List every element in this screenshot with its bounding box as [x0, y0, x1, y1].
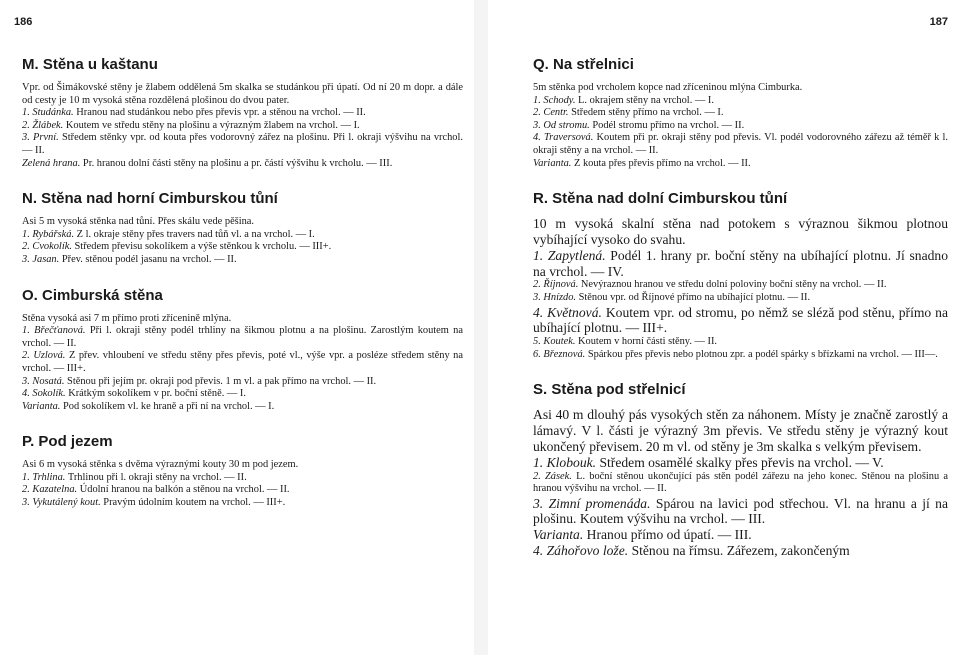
route-description: Pravým údolním koutem na vrchol. — III+. [103, 497, 286, 509]
route-name: 2. Kazatelna. [22, 484, 78, 496]
section-intro: Asi 5 m vysoká stěnka nad tůní. Přes skálu vede pěšina. [22, 216, 255, 228]
route-description: Středem převisu sokolíkem a výše stěnkou k vrcholu. — III+. [74, 241, 332, 253]
route-description: Podél stromu přímo na vrchol. — II. [592, 119, 745, 131]
route-name: 2. Centr. [533, 107, 569, 119]
right-page [487, 0, 960, 655]
page-number-right: 187 [929, 16, 948, 28]
route-entry [22, 158, 463, 171]
section-title: M. Stěna u kaštanu [22, 56, 158, 73]
section-title: R. Stěna nad dolní Cimburskou tůní [533, 190, 788, 208]
route-description: L. boční stěnou ukončující pás stěn podél zářezu na jeho konec. Stěnou na plošinu a hranou výšvihu na vrchol. — II. [533, 470, 948, 495]
route-name: 3. Vykutálený kout. [22, 497, 101, 509]
route-entry [22, 254, 463, 267]
route-description: Spárkou přes převis nebo plotnou zpr. a podél spárky s břízkami na vrchol. — III—. [587, 348, 938, 360]
route-description: Podél 1. hrany pr. boční stěny na ubíhající plotnu. Jí snadno na vrchol. — IV. [533, 247, 948, 279]
route-name: 2. Uzlová. [22, 350, 66, 362]
route-description: Při l. okraji stěny podél trhliny na šikmou plotnu a na plošinu. Zarostlým koutem na vrchol. — II. [22, 325, 463, 349]
route-name: Varianta. [533, 527, 584, 543]
route-description: Stěnou na římsu. Zářezem, zakončeným [631, 543, 850, 559]
route-entry [533, 292, 948, 305]
route-name: 3. Hnízdo. [533, 291, 577, 303]
route-entry [22, 484, 463, 497]
section-intro: Vpr. od Šimákovské stěny je žlabem oddělená 5m skalka se studánkou při úpatí. Od ní 20 m dopr. a dále od cesty je 10 m vysoká stěna rozdělená plošinou do dvou pater. [22, 82, 463, 106]
route-name: 3. Od stromu. [533, 119, 590, 131]
route-name: 4. Traversová. [533, 132, 594, 144]
section-title: S. Stěna pod střelnicí [533, 381, 686, 399]
route-entry [533, 471, 948, 496]
section-title: N. Stěna nad horní Cimburskou tůní [22, 190, 278, 208]
route-description: Hranou nad studánkou nebo přes převis vpr. a stěnou na vrchol. — II. [76, 107, 366, 119]
route-name: 4. Záhořovo lože. [533, 543, 629, 559]
route-description: Koutem v horní části stěny. — II. [578, 336, 718, 348]
section-s [533, 381, 948, 559]
section-title: P. Pod jezem [22, 433, 113, 451]
route-name: 1. Rybářská. [22, 228, 75, 240]
page-number-left: 186 [14, 16, 33, 28]
route-name: 3. Nosatá. [22, 375, 65, 387]
route-name: 1. Zapytlená. [533, 247, 606, 263]
route-entry [533, 132, 948, 157]
route-name: 1. Studánka. [22, 107, 74, 119]
route-entry [22, 401, 463, 414]
route-name: 2. Žlábek. [22, 119, 64, 131]
route-name: 3. Jasan. [22, 253, 60, 265]
left-page [0, 0, 475, 655]
route-description: Z přev. vhloubení ve středu stěny přes převis, poté vl., výše vpr. a posléze středem stěny na vrchol. — III+. [22, 350, 463, 374]
route-description: Údolní hranou na balkón a stěnou na vrchol. — II. [79, 484, 290, 496]
route-entry [22, 241, 463, 254]
route-name: 4. Sokolík. [22, 388, 66, 400]
route-name: 3. Zimní promenáda. [533, 495, 651, 511]
route-name: 4. Květnová. [533, 304, 602, 320]
route-description: Spárou na lavici pod střechou. Vl. na hranu a jí na plošinu. Koutem výšvihu na vrchol. — III. [533, 495, 948, 527]
route-name: Zelená hrana. [22, 157, 81, 169]
section-q [533, 56, 948, 170]
route-entry [533, 455, 948, 471]
route-entry [533, 527, 948, 543]
section-p [22, 433, 463, 509]
section-r [533, 190, 948, 361]
route-entry [533, 120, 948, 133]
route-description: Přev. stěnou podél jasanu na vrchol. — II. [61, 253, 237, 265]
route-entry [22, 497, 463, 510]
route-description: Koutem ve středu stěny na plošinu a výrazným žlabem na vrchol. — I. [65, 119, 360, 131]
route-entry [22, 107, 463, 120]
route-entry [533, 496, 948, 528]
section-intro: 5m stěnka pod vrcholem kopce nad zříceninou mlýna Cimburka. [533, 82, 803, 93]
section-intro: 10 m vysoká skalní stěna nad potokem s výraznou šikmou plotnou vybíhající vysoko do svahu. [533, 216, 948, 247]
section-title: O. Cimburská stěna [22, 286, 163, 304]
route-name: Varianta. [22, 400, 61, 412]
route-entry [22, 376, 463, 389]
route-entry [533, 248, 948, 280]
section-title: Q. Na střelnici [533, 56, 634, 73]
left-page-content [14, 56, 463, 510]
route-entry [533, 279, 948, 292]
route-description: Středem osamělé skalky přes převis na vrchol. — V. [599, 454, 884, 470]
route-description: Trhlinou při l. okraji stěny na vrchol. — II. [67, 471, 247, 483]
route-description: Hranou přímo od úpatí. — III. [586, 527, 752, 543]
route-entry [22, 388, 463, 401]
route-description: Krátkým sokolíkem v pr. boční stěně. — I. [68, 388, 246, 400]
route-description: Pod sokolíkem vl. ke hraně a při ní na vrchol. — I. [63, 400, 275, 412]
section-m [22, 56, 463, 170]
route-description: Koutem vpr. od stromu, po němž se sléză pod stěnu, přímo na ubíhající plotnu. — III+. [533, 304, 949, 336]
route-entry [533, 543, 948, 559]
route-name: 2. Říjnová. [533, 279, 579, 291]
route-description: Z l. okraje stěny přes travers nad tůň vl. a na vrchol. — I. [76, 228, 315, 240]
route-entry [533, 305, 948, 337]
route-entry [22, 350, 463, 375]
route-entry [22, 472, 463, 485]
section-intro: Asi 6 m vysoká stěnka s dvěma výraznými kouty 30 m pod jezem. [22, 459, 299, 471]
route-entry [533, 158, 948, 171]
route-entry [22, 325, 463, 350]
route-name: 2. Zásek. [533, 470, 572, 482]
route-name: Varianta. [533, 157, 572, 169]
section-n [22, 190, 463, 266]
route-entry [533, 336, 948, 349]
route-name: 1. Schody. [533, 94, 576, 106]
route-description: L. okrajem stěny na vrchol. — I. [578, 94, 714, 106]
route-entry [533, 95, 948, 108]
route-name: 1. Břečťanová. [22, 325, 86, 337]
right-page-content [533, 56, 948, 559]
route-description: Stěnou vpr. od Říjnové přímo na ubíhající plotnu. — II. [578, 291, 811, 303]
route-description: Stěnou při jejím pr. okraji pod převis. 1 m vl. a pak přímo na vrchol. — II. [67, 375, 377, 387]
route-entry [22, 229, 463, 242]
route-entry [533, 349, 948, 362]
route-name: 3. První. [22, 132, 59, 144]
route-description: Koutem při pr. okraji stěny pod převis. Vl. podél vodorovného zářezu až téměř k l. okraji stěny a na vrchol. — II. [533, 132, 949, 156]
route-name: 2. Cvokolík. [22, 241, 72, 253]
section-o [22, 287, 463, 414]
route-name: 5. Koutek. [533, 336, 576, 348]
route-name: 1. Klobouk. [533, 454, 597, 470]
route-description: Pr. hranou dolní části stěny na plošinu a pr. částí výšvihu k vrcholu. — III. [82, 157, 393, 169]
route-description: Z kouta přes převis přímo na vrchol. — II. [574, 157, 751, 169]
section-intro: Asi 40 m dlouhý pás vysokých stěn za náhonem. Místy je značně zarostlý a lámavý. V l. části je výrazný 3m převis. Ve středu stěny je výrazný kout ukončený převisem. 20 m vl. od stěny je 3m skalka s velkým převisem. [533, 407, 948, 454]
route-name: 6. Březnová. [533, 348, 586, 360]
route-entry [22, 120, 463, 133]
route-name: 1. Trhlina. [22, 471, 66, 483]
route-description: Středem stěny přímo na vrchol. — I. [571, 107, 724, 119]
book-gutter [474, 0, 488, 655]
route-entry [22, 132, 463, 157]
route-entry [533, 107, 948, 120]
section-intro: Stěna vysoká asi 7 m přímo proti zřícenině mlýna. [22, 312, 232, 324]
route-description: Nevýraznou hranou ve středu dolní poloviny boční stěny na vrchol. — II. [580, 279, 887, 291]
route-description: Středem stěnky vpr. od kouta přes vodorovný zářez na plošinu. Při l. okraji výšvihu na vrchol. — II. [22, 132, 463, 156]
